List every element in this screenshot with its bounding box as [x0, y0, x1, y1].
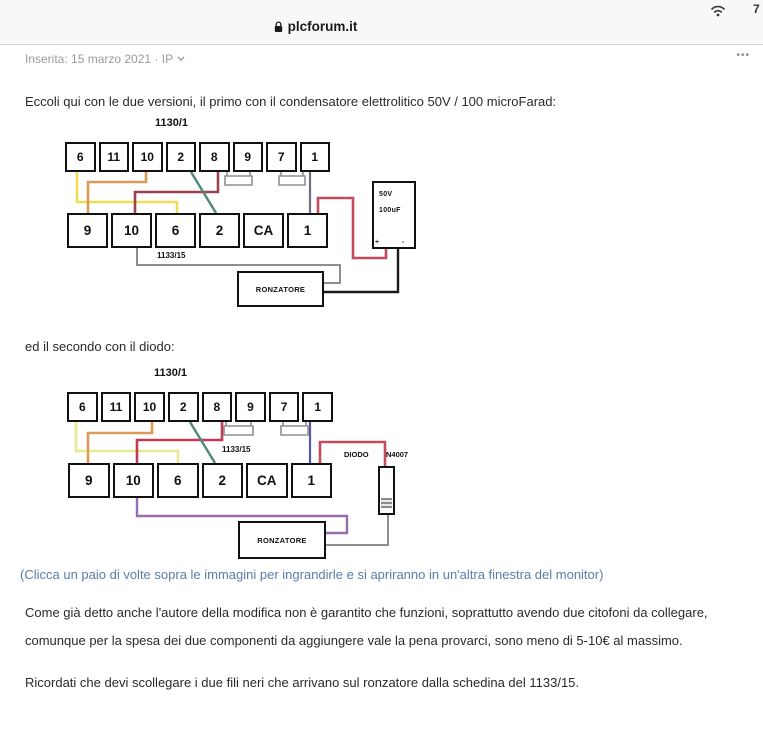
terminal: 8 — [199, 142, 230, 172]
terminal: 1 — [291, 463, 333, 498]
terminal: 10 — [111, 213, 152, 248]
terminal: 9 — [68, 463, 110, 498]
terminal: 7 — [269, 392, 300, 422]
jumper-link — [224, 421, 253, 435]
diagram-image-diode[interactable] — [40, 360, 440, 560]
post-date-ip[interactable] — [25, 52, 185, 66]
terminal: 8 — [202, 392, 233, 422]
terminal: 6 — [157, 463, 199, 498]
terminal: 1 — [287, 213, 328, 248]
capacitor-minus: - — [402, 239, 405, 246]
terminal: 10 — [132, 142, 163, 172]
terminal: 9 — [235, 392, 266, 422]
terminal: 2 — [168, 392, 199, 422]
terminal: 2 — [199, 213, 240, 248]
capacitor-plus: + — [375, 239, 380, 246]
post-date-label: Inserita: 15 marzo 2021 · IP — [25, 52, 174, 66]
site-hostname: plcforum.it — [287, 19, 358, 34]
diode-label: DIODO — [344, 450, 369, 459]
board-label-1130: 1130/1 — [154, 367, 188, 379]
paragraph-click-note: (Clicca un paio di volte sopra le immagini per ingrandirle e si apriranno in un'altra finestra del monitor) — [20, 567, 604, 582]
post-meta-row — [0, 50, 763, 70]
terminal: 2 — [166, 142, 197, 172]
terminal: 9 — [67, 213, 108, 248]
terminal: 1 — [300, 142, 331, 172]
diagram-image-capacitor[interactable] — [40, 113, 430, 310]
terminal: 11 — [99, 142, 130, 172]
terminal: 6 — [67, 392, 98, 422]
jumper-link — [225, 171, 252, 185]
paragraph-second: ed il secondo con il diodo: — [25, 339, 175, 354]
board-label-1133: 1133/15 — [157, 251, 186, 260]
address-bar[interactable] — [0, 19, 697, 38]
terminal: 11 — [101, 392, 132, 422]
terminal: 1 — [302, 392, 333, 422]
terminal-row-1133 — [68, 463, 332, 498]
paragraph-disclaimer: Come già detto anche l'autore della modifica non è garantito che funzioni, soprattutto avendo due citofoni da collegare, comunque per la spesa dei due componenti da aggiungere vale la pena provarci, sono meno di 5-10€ al massimo. — [25, 605, 708, 648]
buzzer-label: RONZATORE — [255, 284, 306, 294]
chevron-down-icon — [177, 56, 185, 62]
paragraph-reminder: Ricordati che devi scollegare i due fili neri che arrivano sul ronzatore dalla schedina del 1133/15. — [25, 675, 580, 690]
wifi-icon — [710, 4, 726, 17]
terminal: 6 — [155, 213, 196, 248]
jumper-link — [281, 421, 308, 435]
capacitor-value: 100uF — [379, 207, 401, 214]
wire-gray — [322, 515, 388, 545]
board-label-1133: 1133/15 — [222, 445, 251, 454]
terminal: 10 — [134, 392, 165, 422]
capacitor-voltage: 50V — [379, 191, 393, 198]
buzzer-box — [238, 521, 326, 559]
diode-symbol — [378, 466, 395, 515]
wire-teal — [190, 422, 215, 463]
buzzer-label: RONZATORE — [257, 535, 307, 545]
terminal: 7 — [266, 142, 297, 172]
lock-icon — [274, 21, 283, 33]
status-bar-text: 7 — [753, 2, 760, 16]
terminal-row-1130 — [65, 142, 330, 172]
jumper-link — [279, 171, 305, 185]
terminal-row-1133 — [67, 213, 328, 248]
browser-top-bar — [0, 0, 763, 45]
paragraph-intro: Eccoli qui con le due versioni, il primo con il condensatore elettrolitico 50V / 100 microFarad: — [25, 94, 557, 109]
terminal: 2 — [202, 463, 244, 498]
post-options-button[interactable]: ••• — [736, 50, 750, 61]
wire-yellow — [76, 422, 178, 463]
terminal-row-1130 — [67, 392, 333, 422]
terminal: 6 — [65, 142, 96, 172]
terminal: 9 — [233, 142, 264, 172]
terminal: CA — [243, 213, 284, 248]
wire-orange — [88, 422, 152, 463]
diode-part-number: N4007 — [386, 450, 409, 459]
wire-crimson — [137, 422, 222, 463]
terminal: CA — [246, 463, 288, 498]
board-label-1130: 1130/1 — [155, 117, 189, 129]
buzzer-box — [237, 271, 324, 307]
diode-cathode-stripe — [381, 498, 392, 508]
terminal: 10 — [113, 463, 155, 498]
